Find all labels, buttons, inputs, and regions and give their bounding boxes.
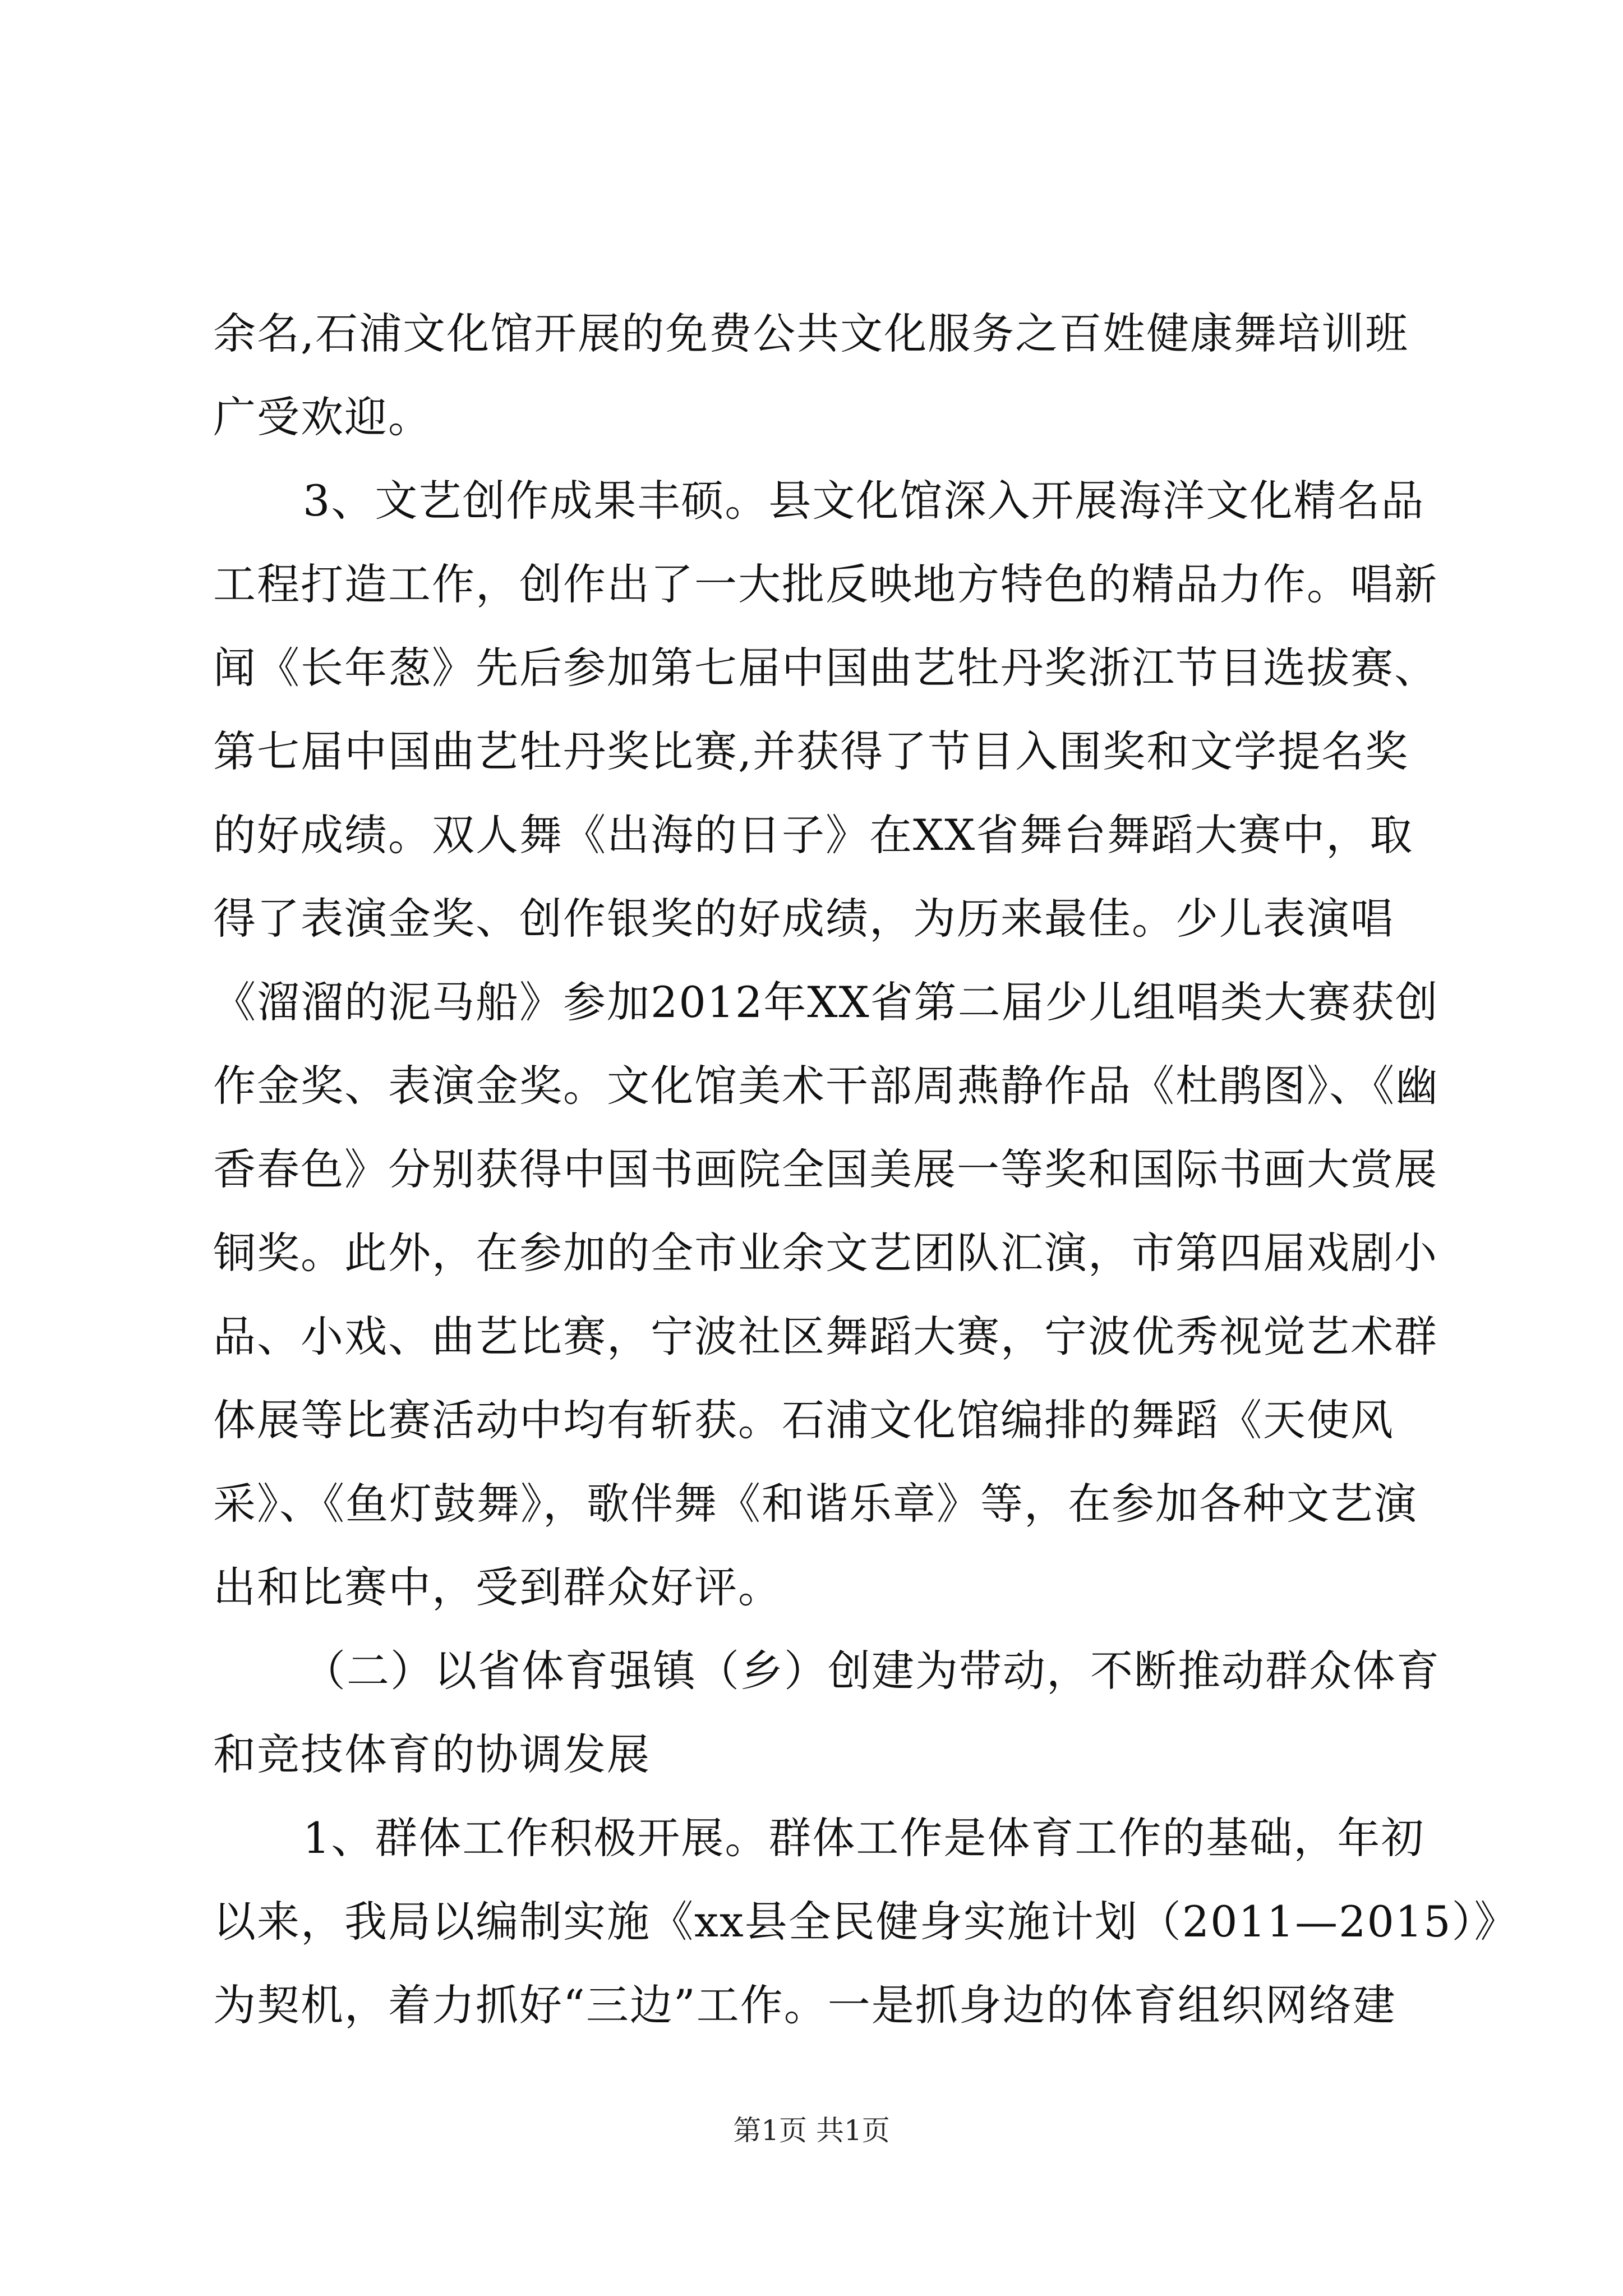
- text-line: 出和比赛中，受到群众好评。: [213, 1562, 782, 1612]
- text-line: 闻《长年葱》先后参加第七届中国曲艺牡丹奖浙江节目选拔赛、: [213, 643, 1438, 693]
- text-line: 的好成绩。双人舞《出海的日子》在XX省舞台舞蹈大赛中，取: [213, 810, 1414, 860]
- text-line: 采》、《鱼灯鼓舞》，歌伴舞《和谐乐章》等，在参加各种文艺演: [213, 1479, 1418, 1529]
- text-line: 《溜溜的泥马船》参加2012年XX省第二届少儿组唱类大赛获创: [213, 977, 1439, 1027]
- text-line: 和竞技体育的协调发展: [213, 1729, 651, 1779]
- text-line: 广受欢迎。: [213, 392, 432, 442]
- text-line: 工程打造工作，创作出了一大批反映地方特色的精品力作。唱新: [213, 559, 1438, 609]
- text-line: 3、文艺创作成果丰硕。县文化馆深入开展海洋文化精名品: [303, 476, 1425, 526]
- text-line: 以来，我局以编制实施《xx县全民健身实施计划（2011—2015）》: [213, 1897, 1518, 1947]
- text-line: 香春色》分别获得中国书画院全国美展一等奖和国际书画大赏展: [213, 1144, 1438, 1194]
- text-line: 第七届中国曲艺牡丹奖比赛,并获得了节目入围奖和文学提名奖: [213, 726, 1409, 776]
- text-line: 品、小戏、曲艺比赛，宁波社区舞蹈大赛，宁波优秀视觉艺术群: [213, 1312, 1438, 1361]
- text-line: 铜奖。此外，在参加的全市业余文艺团队汇演，市第四届戏剧小: [213, 1228, 1438, 1278]
- body-text: [213, 292, 1518, 2047]
- text-line: 1、群体工作积极开展。群体工作是体育工作的基础，年初: [303, 1813, 1425, 1863]
- text-line: （二）以省体育强镇（乡）创建为带动，不断推动群众体育: [303, 1646, 1440, 1696]
- page-footer: 第1页 共1页: [733, 2114, 890, 2147]
- text-line: 体展等比赛活动中均有斩获。石浦文化馆编排的舞蹈《天使风: [213, 1395, 1394, 1445]
- text-line: 作金奖、表演金奖。文化馆美术干部周燕静作品《杜鹃图》、《幽: [213, 1061, 1439, 1111]
- text-line: 为契机，着力抓好“三边”工作。一是抓身边的体育组织网络建: [213, 1980, 1396, 2030]
- text-line: 得了表演金奖、创作银奖的好成绩，为历来最佳。少儿表演唱: [213, 894, 1394, 944]
- text-line: 余名,石浦文化馆开展的免费公共文化服务之百姓健康舞培训班: [213, 309, 1409, 358]
